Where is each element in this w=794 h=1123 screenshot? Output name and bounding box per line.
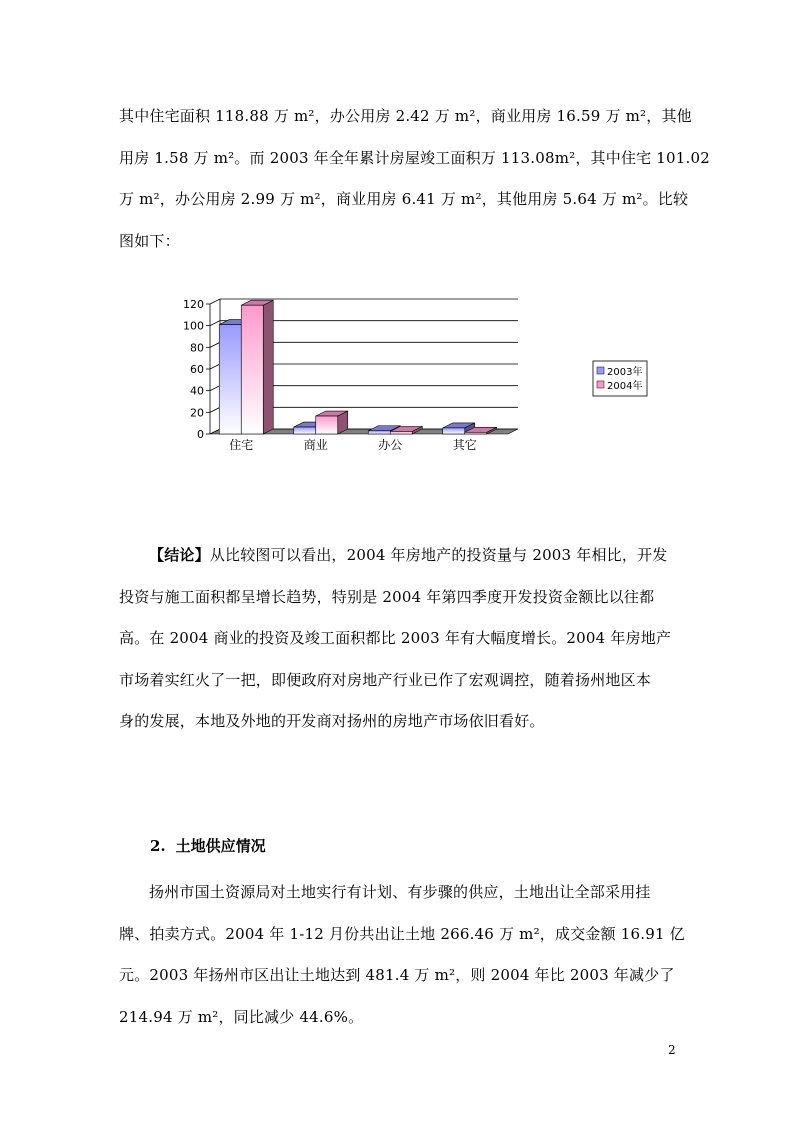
y-tick-label: 100 [183, 319, 204, 333]
y-tick-label: 80 [190, 341, 204, 355]
conclusion-label: 【结论】 [149, 546, 210, 564]
category-label: 办公 [378, 438, 403, 452]
text-line: 万 m²，办公用房 2.99 万 m²，商业用房 6.41 万 m²，其他用房 5.64 万 m²。比较 [119, 190, 689, 208]
category-label: 住宅 [229, 438, 254, 452]
chart-svg [168, 290, 658, 460]
text-line: 身的发展，本地及外地的开发商对扬州的房地产市场依旧看好。 [119, 712, 545, 730]
legend-label: 2003年 [607, 367, 643, 378]
text-segment: 从比较图可以看出，2004 年房地产的投资量与 2003 年相比，开发 [209, 546, 668, 564]
text-line: 图如下： [119, 231, 180, 250]
comparison-bar-chart [168, 290, 658, 460]
category-label: 商业 [303, 438, 328, 452]
text-line: 其中住宅面积 118.88 万 m²，办公用房 2.42 万 m²，商业用房 16.59 万 m²，其他 [119, 107, 692, 125]
bar [219, 325, 241, 434]
y-tick-label: 20 [190, 406, 204, 420]
y-tick-label: 0 [197, 428, 204, 441]
bar [316, 416, 338, 434]
text-line: 高。在 2004 商业的投资及竣工面积都比 2003 年有大幅度增长。2004 年房地产 [119, 629, 672, 647]
text-line: 市场着实红火了一把，即便政府对房地产行业已作了宏观调控，随着扬州地区本 [119, 670, 652, 689]
legend-swatch [597, 381, 604, 388]
category-label: 其它 [452, 438, 477, 452]
section-heading [150, 833, 266, 859]
paragraph-land-supply [119, 872, 685, 1038]
section-title: 土地供应情况 [175, 837, 266, 855]
legend-label: 2004年 [607, 381, 643, 392]
text-line [119, 535, 679, 577]
y-tick-label: 120 [183, 298, 204, 311]
bar [465, 432, 487, 434]
text-line: 214.94 万 m²，同比减少 44.6%。 [119, 1007, 364, 1026]
section-number: 2. [150, 837, 166, 855]
conclusion-paragraph [119, 535, 679, 743]
text-line: 元。2003 年扬州市区出让土地达到 481.4 万 m²，则 2004 年比 2003 年减少了 [119, 966, 675, 984]
bar [294, 427, 316, 434]
text-line: 用房 1.58 万 m²。而 2003 年全年累计房屋竣工面积万 113.08m²，其中住宅 101.02 [119, 148, 710, 167]
legend-swatch [597, 367, 604, 374]
bar-side [263, 300, 273, 434]
bar [443, 428, 465, 434]
bar [390, 431, 412, 434]
text-line: 投资与施工面积都呈增长趋势，特别是 2004 年第四季度开发投资金额比以往都 [119, 587, 655, 606]
page-number: 2 [668, 1043, 676, 1057]
y-tick-label: 60 [190, 363, 204, 376]
bar [241, 305, 263, 434]
text-line: 扬州市国土资源局对土地实行有计划、有步骤的供应，土地出让全部采用挂 [149, 883, 651, 901]
paragraph-building-area [119, 96, 710, 262]
text-line: 牌、拍卖方式。2004 年 1-12 月份共出让土地 266.46 万 m²，成交金额 16.91 亿 [119, 924, 685, 943]
y-tick-label: 40 [190, 384, 204, 398]
bar [368, 431, 390, 434]
